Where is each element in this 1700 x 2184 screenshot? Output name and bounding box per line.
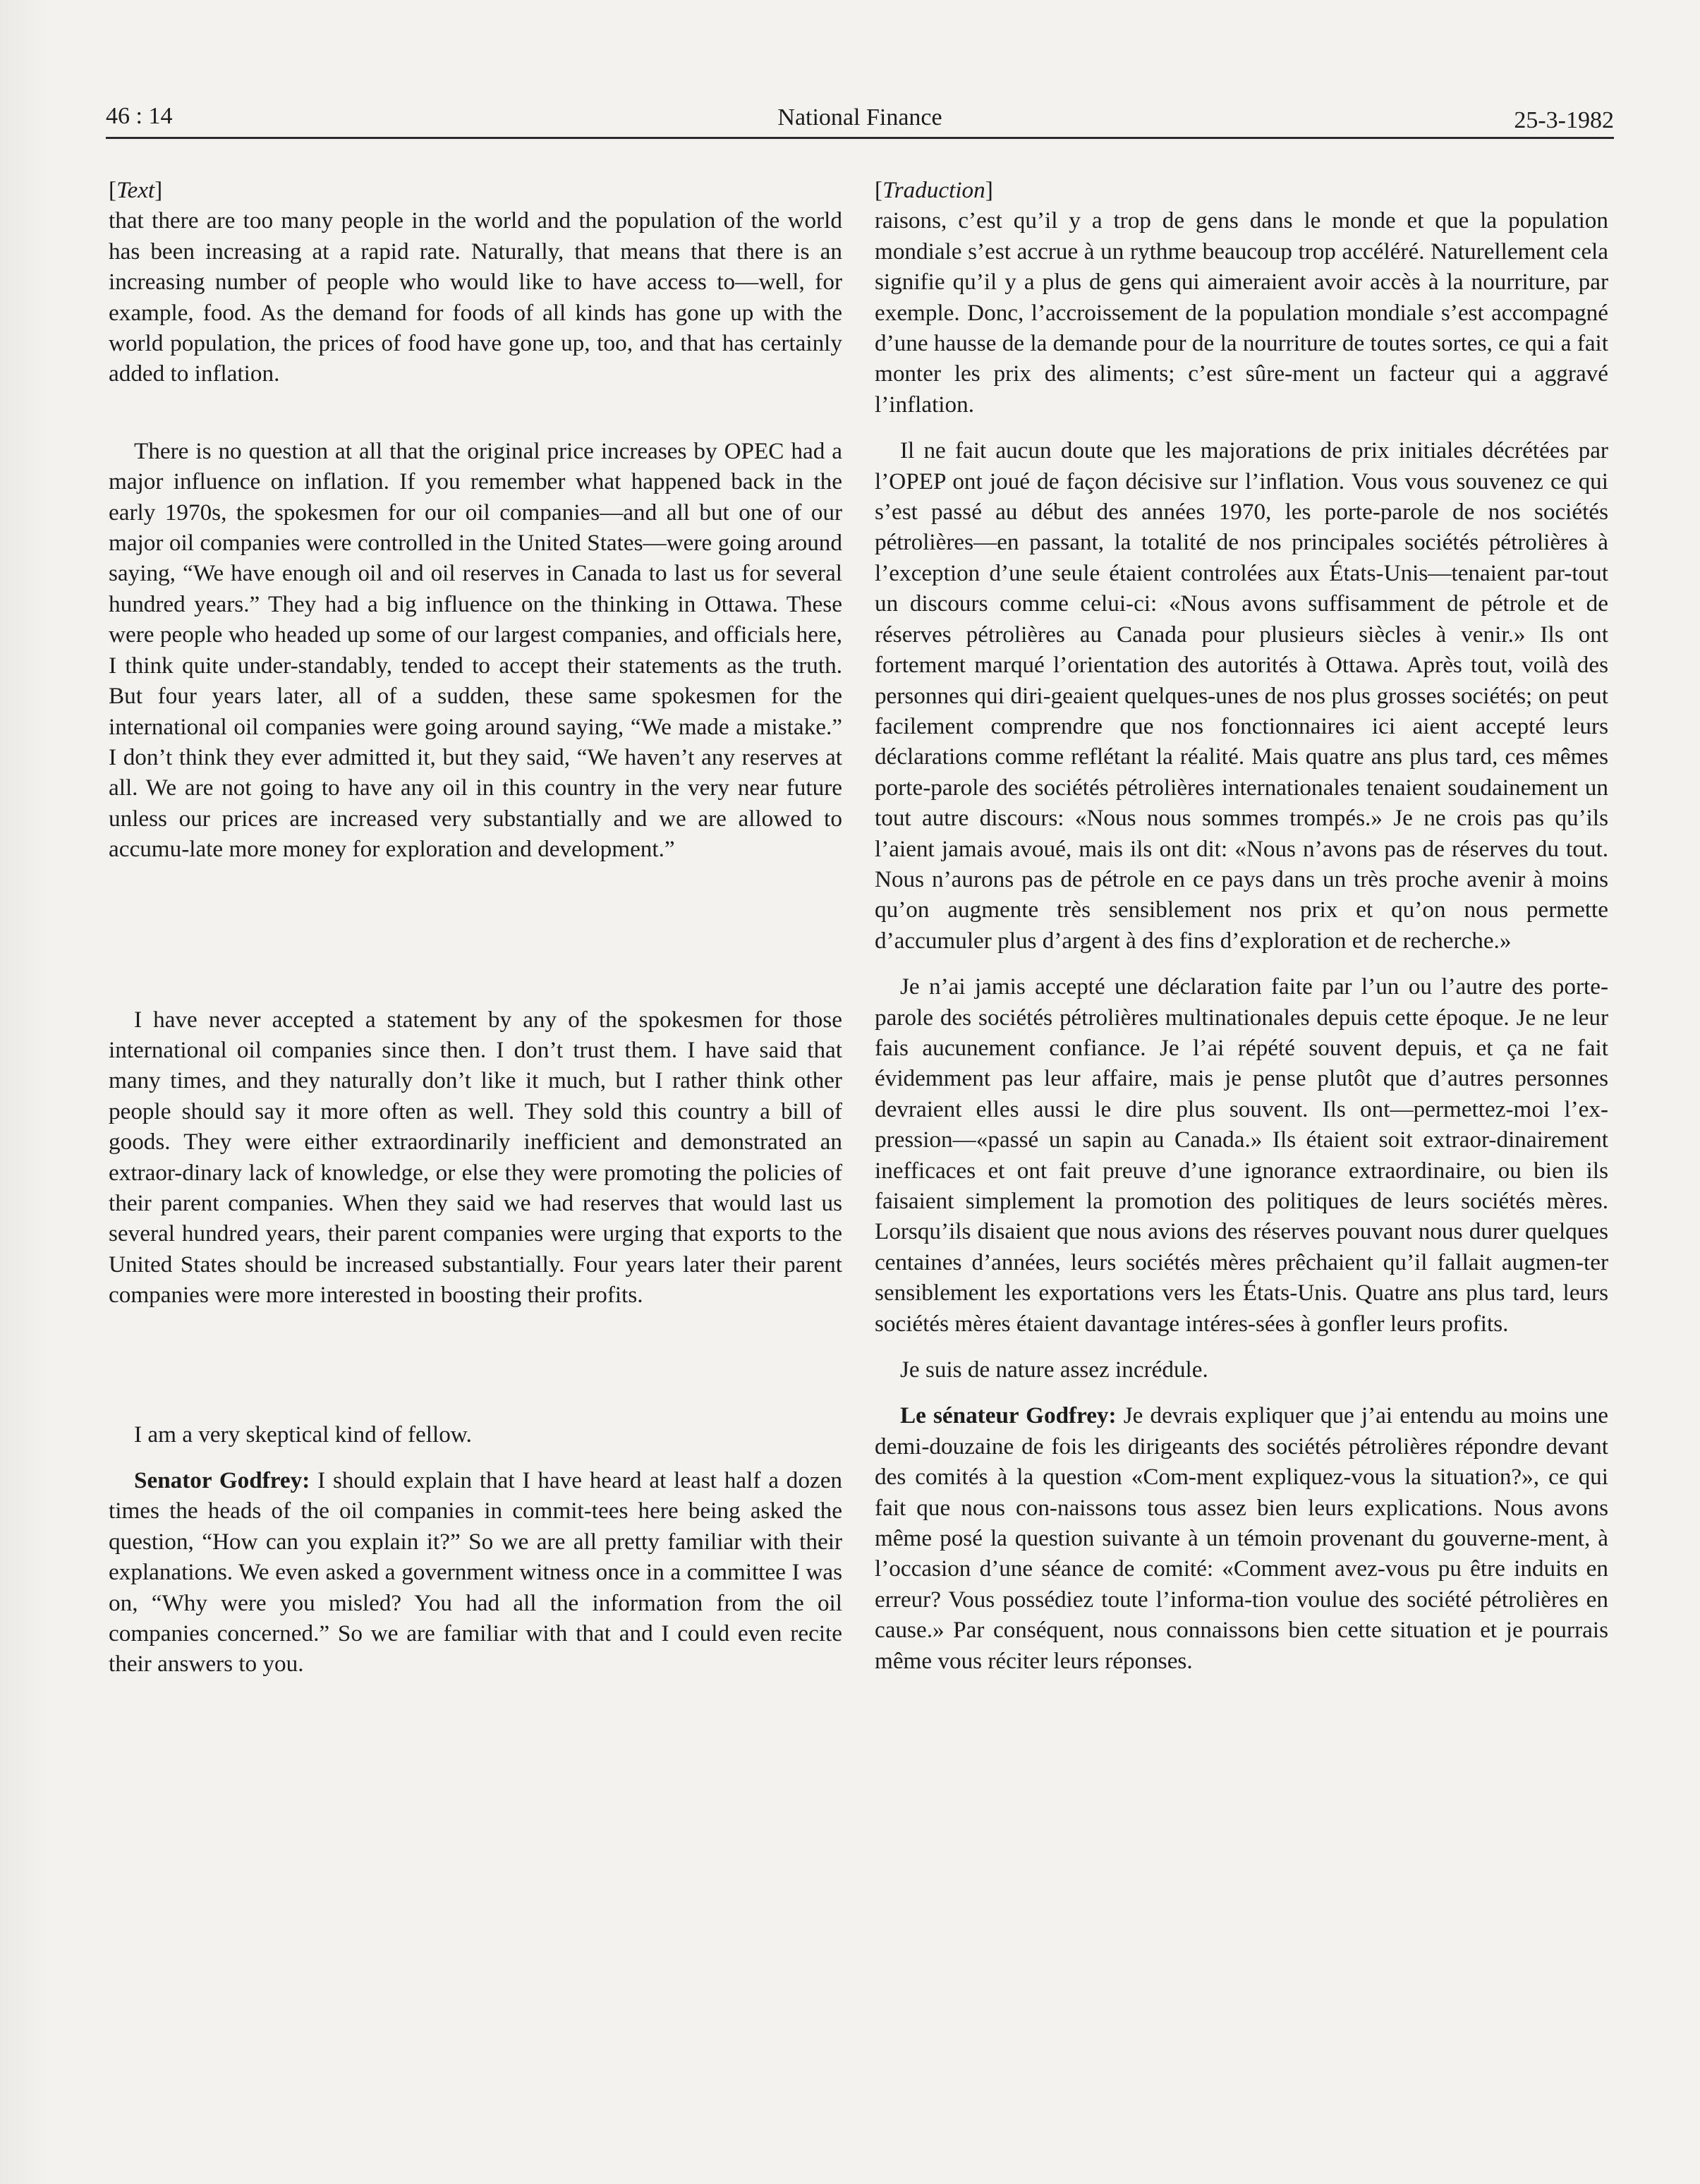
- committee-title: National Finance: [777, 104, 942, 131]
- english-paragraph-5: Senator Godfrey: I should explain that I have heard at least half a dozen times the heads of the oil companies in commit-tees here being asked the question, “How can you explain it?” So we are all pretty familiar with their explanations. We even asked a government witness once in a committee I was on, “Why were you misled? You had all the information from the oil companies concerned.” So we are familiar with that and I could even recite their answers to you.: [109, 1467, 843, 1678]
- french-paragraph-4: Je suis de nature assez incrédule.: [900, 1357, 1208, 1383]
- french-column: [875, 175, 1608, 1676]
- page-number: 46 : 14: [106, 103, 173, 129]
- french-paragraph-2: Il ne fait aucun doute que les majorations de prix initiales décrétées par l’OPEP ont joué de façon décisive sur l’inflation. Vous vous souvenez ce qui s’est passé au début des années 1970, les porte-parole de nos sociétés pétrolières—en passant, la totalité de nos principales sociétés pétrolières à l’exception d’une seule étaient controlées aux États-Unis—tenaient par-tout un discours comme celui-ci: «Nous avons suffisamment de pétrole et de réserves pétrolières au Canada pour plusieurs siècles à venir.» Ils ont fortement marqué l’orientation des autorités à Ottawa. Après tout, voilà des personnes qui diri-geaient quelques-unes de nos plus grosses sociétés; on peut facilement comprendre que nos fonctionnaires ici aient accepté leurs déclarations comme reflétant la réalité. Mais quatre ans plus tard, ces mêmes porte-parole des sociétés pétrolières internationales tenaient soudainement un tout autre discours: «Nous nous sommes trompés.» Je ne crois pas qu’ils l’aient jamais avoué, mais ils ont dit: «Nous n’avons pas de réserves du tout. Nous n’aurons pas de pétrole en ce pays dans un très proche avenir à moins qu’on augmente très sensiblement nos prix et qu’on nous permette d’accumuler plus d’argent à des fins d’exploration et de recherche.»: [875, 437, 1608, 954]
- page-header: [106, 97, 1614, 139]
- speaker-name: Senator Godfrey:: [134, 1467, 310, 1493]
- english-lang-label: [Text]: [109, 177, 163, 203]
- page-date: 25-3-1982: [1514, 107, 1614, 133]
- english-paragraph-4: I am a very skeptical kind of fellow.: [134, 1421, 472, 1448]
- english-paragraph-1: that there are too many people in the world and the population of the world has been increasing at a rapid rate. Naturally, that means that there is an increasing number of people who would like to have access to—well, for example, food. As the demand for foods of all kinds has gone up with the world population, the prices of food have gone up, too, and that has certainly added to inflation.: [109, 207, 842, 387]
- french-paragraph-3: Je n’ai jamis accepté une déclaration faite par l’un ou l’autre des porte-parole des sociétés pétrolières multinationales depuis cette époque. Je ne leur fais aucunement confiance. Je l’ai répété souvent depuis, et ça ne fait évidemment pas leur affaire, mais je pense plutôt que d’autres personnes devraient elles aussi le dire plus souvent. Ils ont—permettez-moi l’ex-pression—«passé un sapin au Canada.» Ils étaient soit extraor-dinairement inefficaces et ont fait preuve d’une ignorance extraordinaire, ou bien ils faisaient simplement la promotion des politiques de leurs sociétés mères. Lorsqu’ils disaient que nous avions des réserves pouvant nous durer quelques centaines d’années, leurs sociétés mères prêchaient qu’il fallait augmen-ter sensiblement les exportations vers les États-Unis. Quatre ans plus tard, leurs sociétés mères étaient davantage intéres-sées à gonfler leurs profits.: [875, 973, 1608, 1337]
- english-column: [109, 175, 842, 1680]
- french-paragraph-1: raisons, c’est qu’il y a trop de gens dans le monde et que la population mondiale s’est accrue à un rythme beaucoup trop accéléré. Naturellement cela signifie qu’il y a plus de gens qui aimeraient avoir accès à la nourriture, par exemple. Donc, l’accroissement de la population mondiale s’est accompagné d’une hausse de la demande pour de la nourriture de toutes sortes, ce qui a fait monter les prix des aliments; c’est sûre-ment un facteur qui a aggravé l’inflation.: [875, 207, 1608, 418]
- english-paragraph-2: There is no question at all that the original price increases by OPEC had a major influence on inflation. If you remember what happened back in the early 1970s, the spokesmen for our oil companies—and all but one of our major oil companies were controlled in the United States—were going around saying, “We have enough oil and oil reserves in Canada to last us for several hundred years.” They had a big influence on the thinking in Ottawa. These were people who headed up some of our largest companies, and officials here, I think quite under-standably, tended to accept their statements as the truth. But four years later, all of a sudden, these same spokesmen for the international oil companies were going around saying, “We made a mistake.” I don’t think they ever admitted it, but they said, “We haven’t any reserves at all. We are not going to have any oil in this country in the very near future unless our prices are increased very substantially and we are allowed to accumu-late more money for exploration and development.”: [109, 437, 842, 863]
- page-edge: [0, 0, 49, 2184]
- english-paragraph-3: I have never accepted a statement by any of the spokesmen for those international oil companies since then. I don’t trust them. I have said that many times, and they naturally don’t like it much, but I rather think other people should say it more often as well. They sold this country a bill of goods. They were either extraordinarily inefficient and demonstrated an extraor-dinary lack of knowledge, or else they were promoting the policies of their parent companies. When they said we had reserves that would last us several hundred years, their parent companies were urging that exports to the United States should be increased substantially. Four years later their parent companies were more interested in boosting their profits.: [109, 1006, 842, 1309]
- speaker-name: Le sénateur Godfrey:: [900, 1402, 1117, 1429]
- french-paragraph-5: Le sénateur Godfrey: Je devrais expliquer que j’ai entendu au moins une demi-douzaine de fois les dirigeants des sociétés pétrolières répondre devant des comités à la question «Com-ment expliquez-vous la situation?», ce qui fait que nous con-naissons tous assez bien leurs explications. Nous avons même posé la question suivante à un témoin provenant du gouverne-ment, à l’occasion d’une séance de comité: «Comment avez-vous pu être induits en erreur? Vous possédiez toute l’informa-tion voulue des société pétrolières en cause.» Par conséquent, nous connaissons bien cette situation et je pourrais même vous réciter leurs réponses.: [875, 1402, 1609, 1674]
- french-lang-label: [Traduction]: [875, 177, 993, 203]
